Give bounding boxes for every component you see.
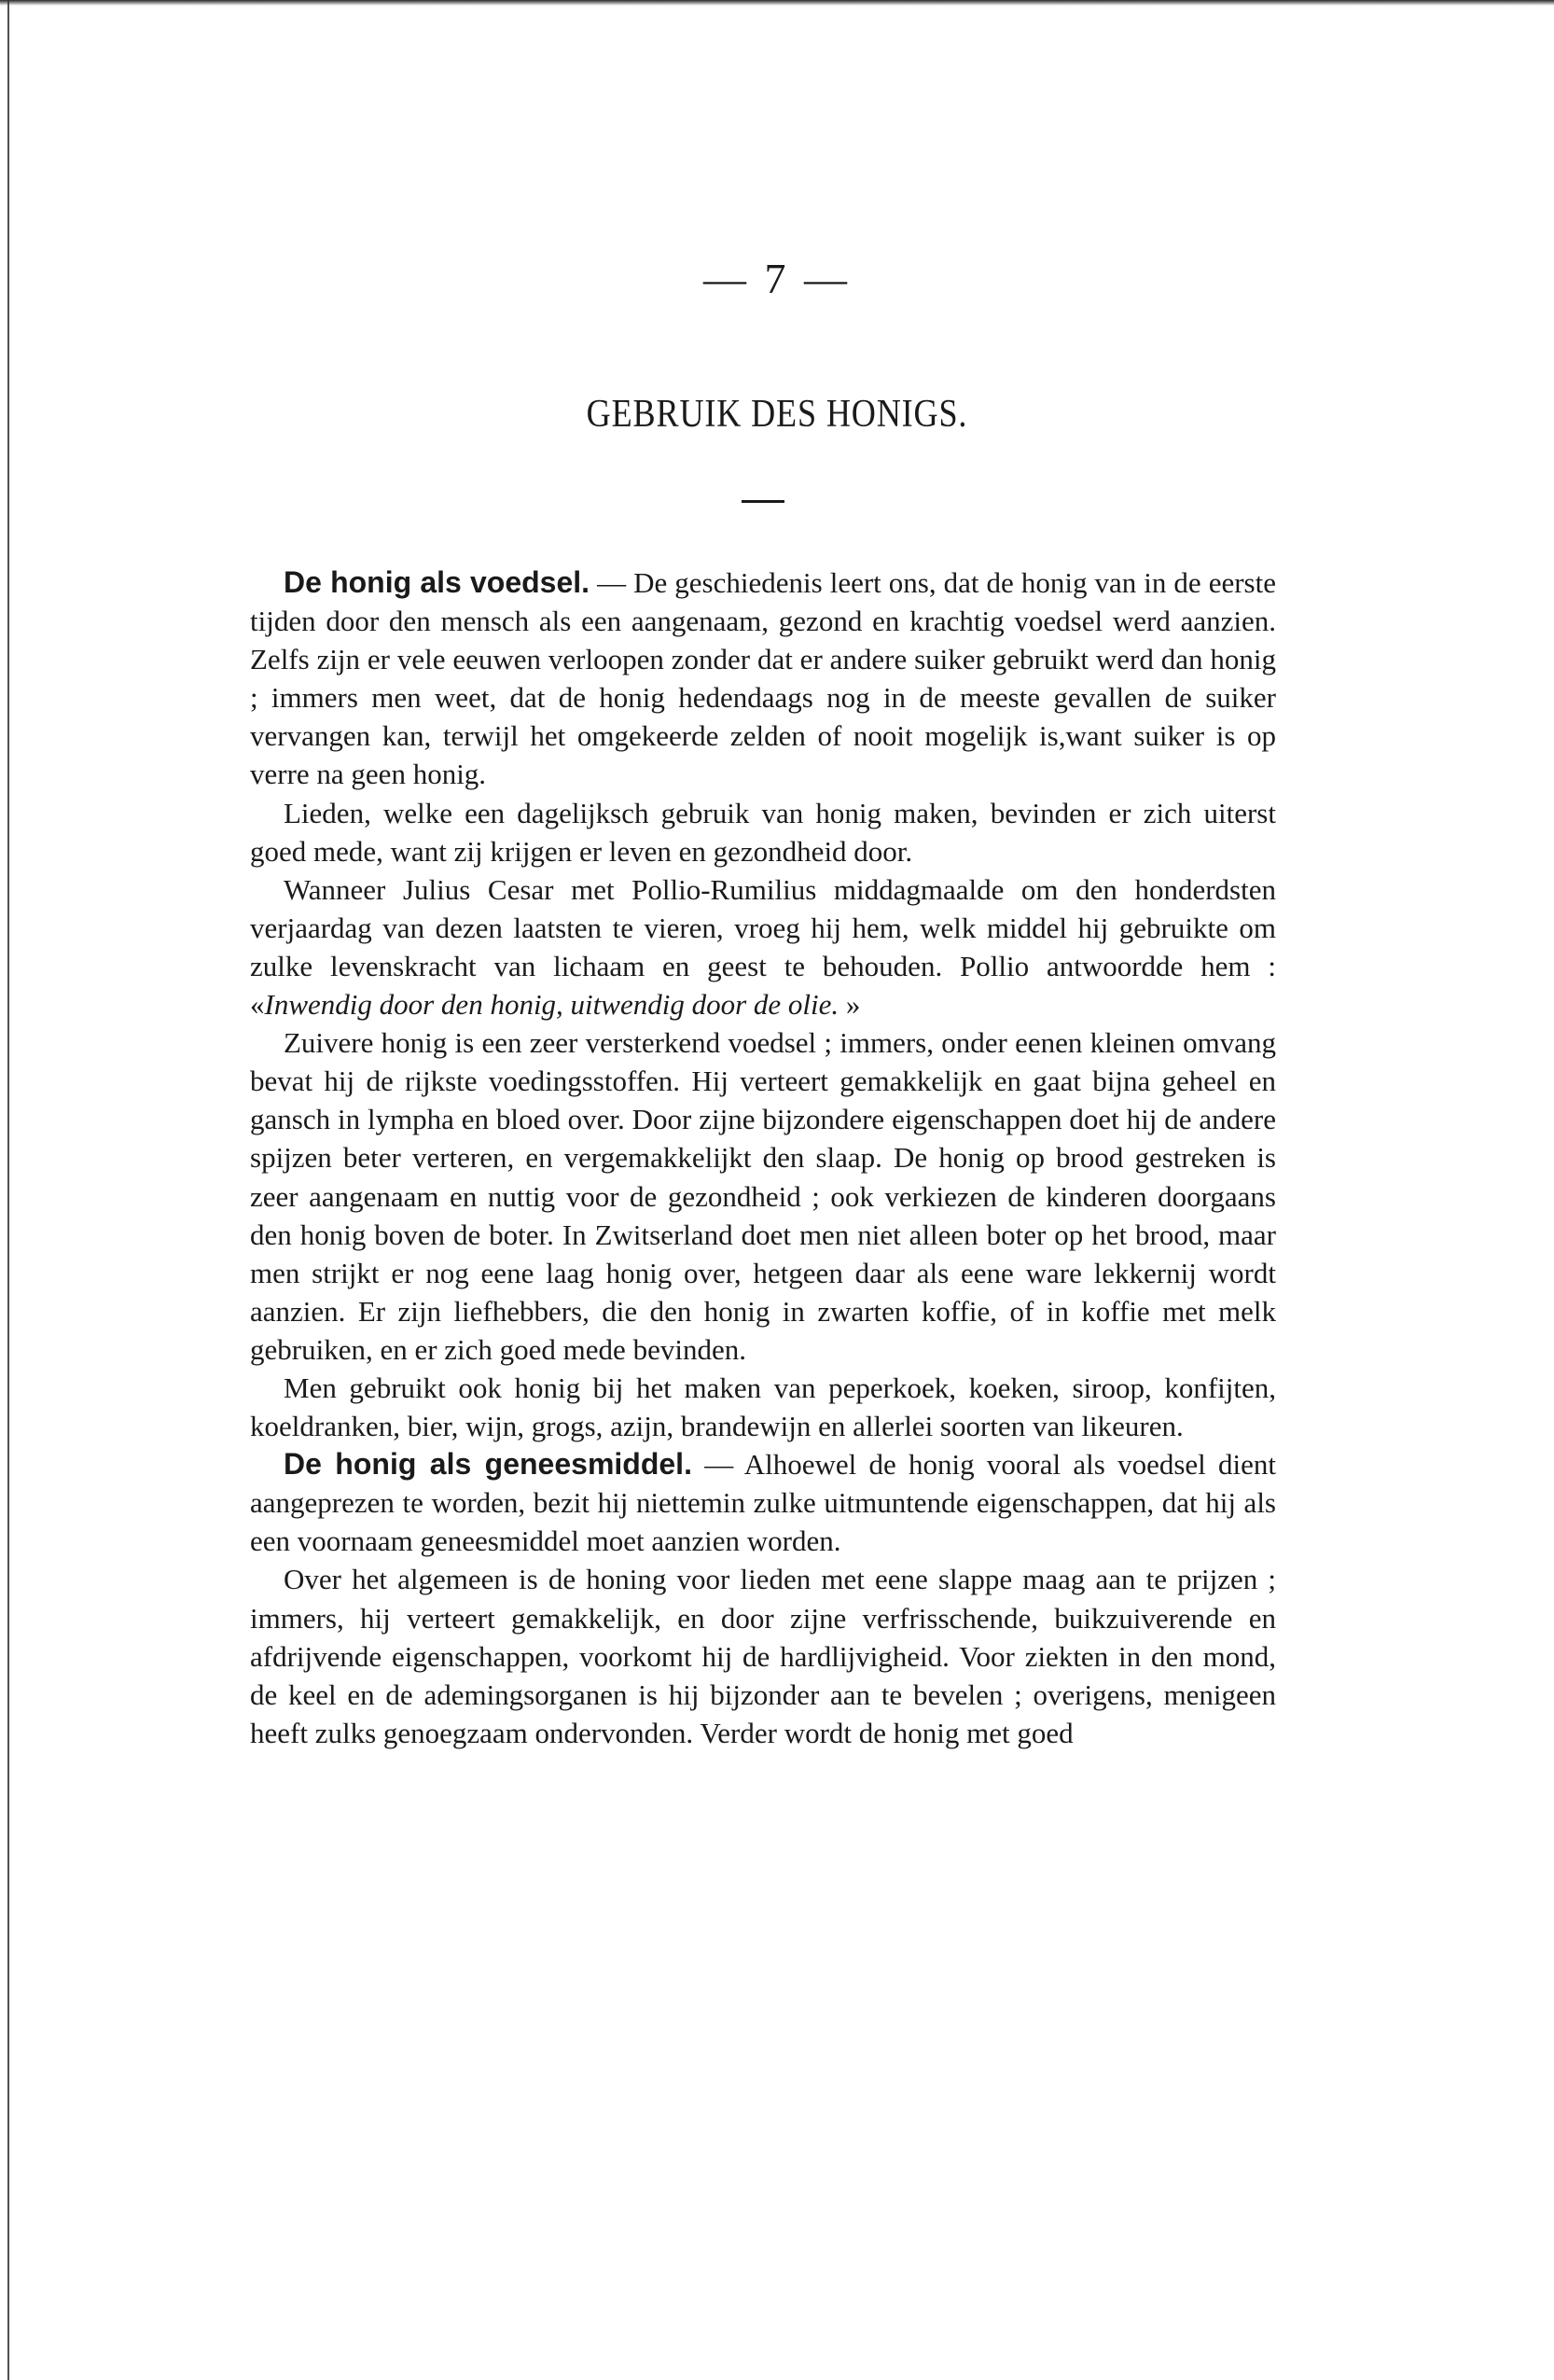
page-number: — 7 —: [703, 255, 851, 302]
scan-edge-top: [0, 0, 1554, 6]
paragraph-voedsel-2: Lieden, welke een dagelijksch gebruik van honig maken, bevinden er zich uiterst goed mede, want zij krijgen er leven en gezondheid door.: [250, 796, 1276, 868]
title-rule: [742, 500, 784, 503]
paragraph-voedsel-3-text: Wanneer Julius Cesar met Pollio-Rumilius middagmaalde om den honderdsten verjaardag van dezen laatsten te vieren, vroeg hij hem, welk middel hij gebruikte om zulke levenskracht van lichaam en geest te behouden. Pollio antwoordde hem : «: [250, 872, 1276, 1022]
pollio-quote: Inwendig door den honig, uitwendig door de olie.: [264, 988, 839, 1022]
paragraph-geneesmiddel-1-text: — Alhoewel de honig vooral als voedsel dient aangeprezen te worden, bezit hij niettemin zulke uitmuntende eigenschappen, dat hij als een voornaam geneesmiddel moet aanzien worden.: [250, 1448, 1277, 1558]
quote-close: »: [839, 988, 861, 1022]
paragraph-voedsel-1: [250, 564, 1276, 794]
paragraph-voedsel-3: [250, 870, 1276, 1023]
paragraph-voedsel-1-text: — De geschiedenis leert ons, dat de honig van in de eerste tijden door den mensch als een aangenaam, gezond en krachtig voedsel werd aanzien. Zelfs zijn er vele eeuwen verloopen zonder dat er andere suiker gebruikt werd dan honig ; immers men weet, dat de honig hedendaags nog in de meeste gevallen de suiker vervangen kan, terwijl het omgekeerde zelden of nooit mogelijk is,want suiker is op verre na geen honig.: [250, 566, 1276, 791]
paragraph-voedsel-4: Zuivere honig is een zeer versterkend voedsel ; immers, onder eenen kleinen omvang bevat hij de rijkste voedingsstoffen. Hij verteert gemakkelijk en gaat bijna geheel en gansch in lympha en bloed over. Door zijne bijzondere eigenschappen doet hij de andere spijzen beter verteren, en vergemakkelijkt den slaap. De honig op brood gestreken is zeer aangenaam en nuttig voor de gezondheid ; ook verkiezen de kinderen doorgaans den honig boven de boter. In Zwitserland doet men niet alleen boter op het brood, maar men strijkt er nog eene laag honig over, hetgeen daar als eene ware lekkernij wordt aanzien. Er zijn liefhebbers, die den honig in zwarten koffie, of in koffie met melk gebruiken, en er zich goed mede bevinden.: [250, 1026, 1276, 1366]
scan-edge-left: [7, 0, 9, 2380]
paragraph-geneesmiddel-2: Over het algemeen is de honing voor lieden met eene slappe maag aan te prijzen ; immers, hij verteert gemakkelijk, en door zijne verfrisschende, buikzuiverende en afdrijvende eigenschappen, voorkomt hij de hardlijvigheid. Voor ziekten in den mond, de keel en de ademingsorganen is hij bijzonder aan te bevelen ; overigens, menigeen heeft zulks genoegzaam ondervonden. Verder wordt de honig met goed: [250, 1563, 1276, 1749]
section-heading-voedsel: De honig als voedsel.: [284, 565, 590, 599]
chapter-title: GEBRUIK DES HONIGS.: [586, 393, 968, 436]
paragraph-geneesmiddel-1: [250, 1445, 1276, 1560]
section-heading-geneesmiddel: De honig als geneesmiddel.: [284, 1447, 692, 1482]
body-text: [250, 564, 1276, 1752]
paragraph-voedsel-5: Men gebruikt ook honig bij het maken van peperkoek, koeken, siroop, konfijten, koeldranken, bier, wijn, grogs, azijn, brandewijn en allerlei soorten van likeuren.: [250, 1371, 1276, 1443]
